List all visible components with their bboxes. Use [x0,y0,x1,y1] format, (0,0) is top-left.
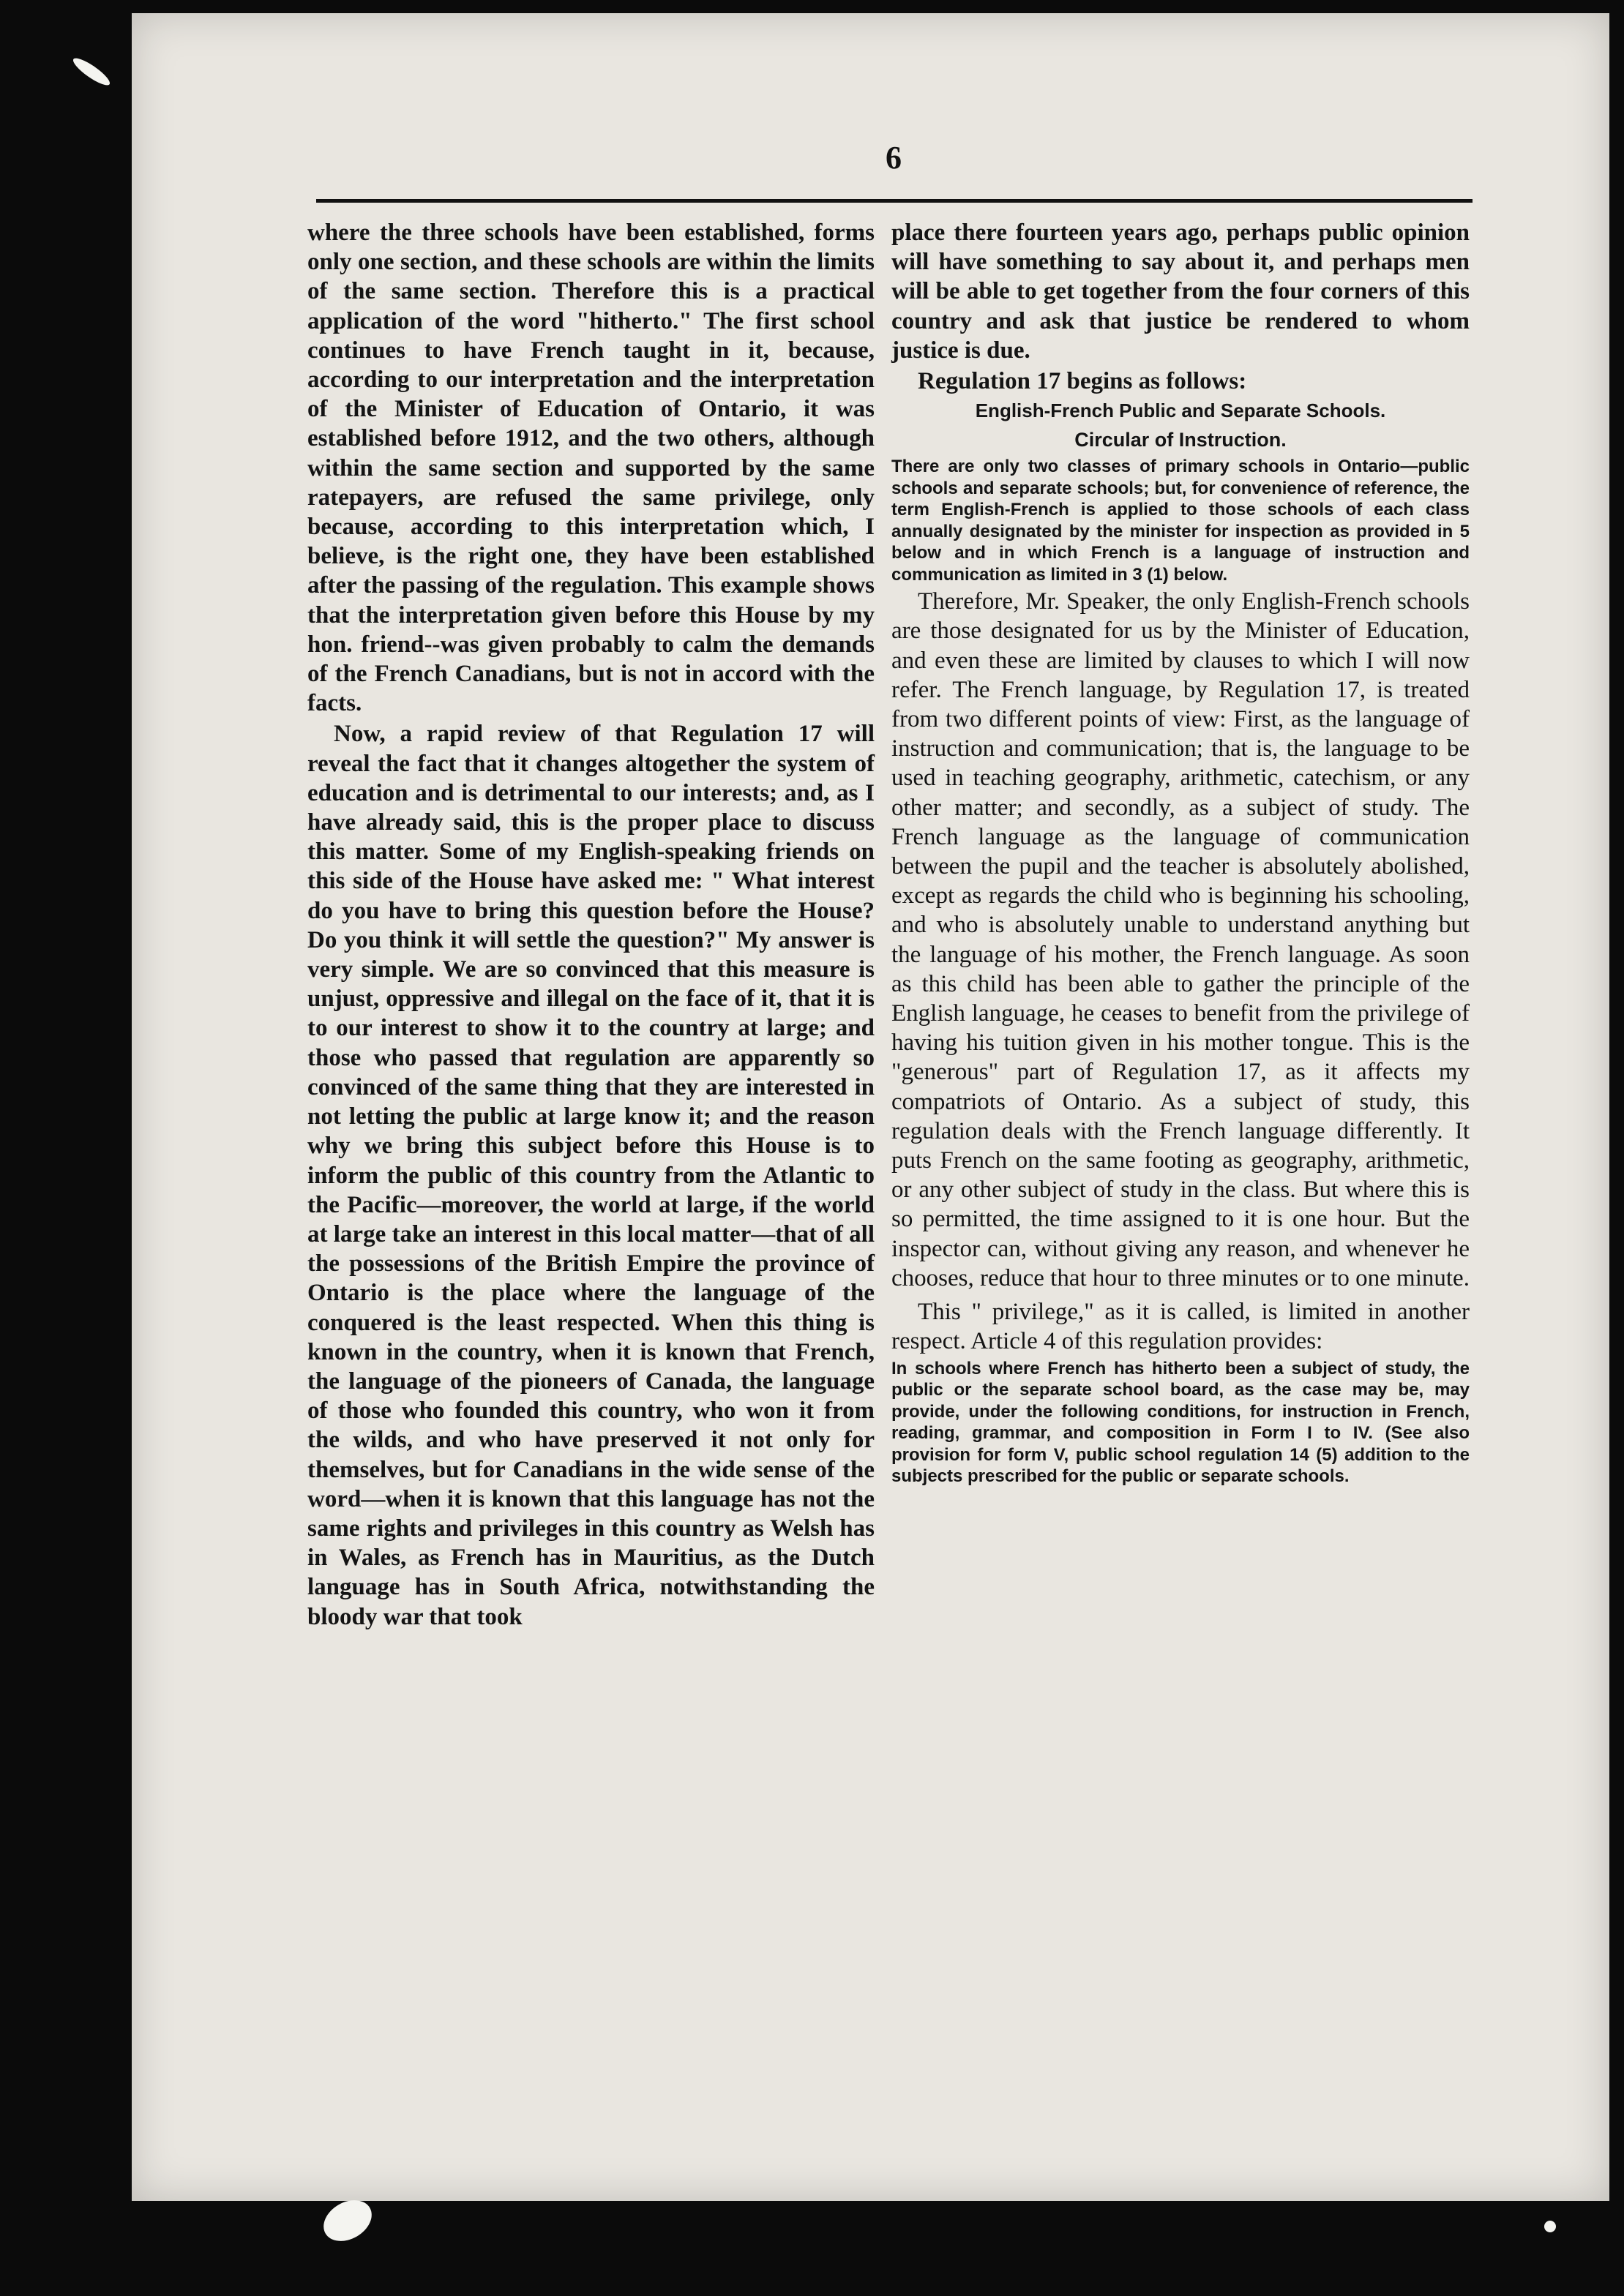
scan-artifact [70,54,113,89]
right-column [891,218,1470,1487]
right-paragraph-4: This " privilege," as it is called, is limited in another respect. Article 4 of this regulation provides: [891,1299,1470,1355]
page-number: 6 [886,140,902,176]
right-paragraph-3: Therefore, Mr. Speaker, the only English-French schools are those designated for us by the Minister of Education, and even these are limited by clauses to which I will now refer. The French language, by Regulation 17, is treated from two different points of view: First, as the language of instruction and communication; that is, the language to be used in teaching geography, arithmetic, catechism, or any other matter; and secondly, as a subject of study. The French language as the language of communication between the pupil and the teacher is absolutely abolished, except as regards the child who is beginning his schooling, and who is absolutely unable to understand anything but the language of his mother, the French language. As soon as this child has been able to gather the principle of the English language, he ceases to benefit from the privilege of having his tuition given in his mother tongue. This is the "generous" part of Regulation 17, as it affects my compatriots of Ontario. As a subject of study, this regulation deals with the French language differently. It puts French on the same footing as geography, arithmetic, or any other subject of study in the class. But where this is so permitted, the time assigned to it is one hour. But the inspector can, without giving any reason, and whenever he chooses, reduce that hour to three minutes or to one minute. [891,588,1470,1291]
header-rule [316,199,1473,203]
left-paragraph-2: Now, a rapid review of that Regulation 17 will reveal the fact that it changes altogether the system of education and is detrimental to our interests; and, as I have already said, this is the proper place to discuss this matter. Some of my English-speaking friends on this side of the House have asked me: " What interest do you have to bring this question before the House? Do you think it will settle the question?" My answer is very simple. We are so convinced that this measure is unjust, oppressive and illegal on the face of it, that it is to our interest to show it to the country at large; and those who passed that regulation are apparently so convinced of the same thing that they are interested in not letting the public at large know it; and the reason why we bring this subject before this House is to inform the public of this country from the Atlantic to the Pacific—moreover, the world at large, if the world at large take an interest in this local matter—that of all the possessions of the British Empire the province of Ontario is the place where the language of the conquered is the least respected. When this thing is known in the country, when it is known that French, the language of the pioneers of Canada, the language of those who founded this country, who won it from the wilds, and who have preserved it not only for themselves, but for Canadians in the wide sense of the word—when it is known that this language has not the same rights and privileges in this country as Welsh has in Wales, as French has in Mauritius, as the Dutch language has in South Africa, notwithstanding the bloody war that took [307,721,875,1630]
regulation-quote-1: There are only two classes of primary schools in Ontario—public schools and separate schools; but, for convenience of reference, the term English-French is applied to those schools of each class annually designated by the minister for inspection as provided in 5 below and in which French is a language of instruction and communication as limited in 3 (1) below. [891,457,1470,585]
right-paragraph-1: place there fourteen years ago, perhaps public opinion will have something to say about it, and perhaps men will be able to get together from the four corners of this country and ask that justice be rendered to whom justice is due. [891,220,1470,364]
regulation-subheading: Circular of Instruction. [1074,429,1287,451]
scan-artifact [1544,2221,1556,2232]
regulation-quote-2: In schools where French has hitherto been a subject of study, the public or the separate school board, as the case may be, may provide, under the following conditions, for instruction in French, reading, grammar, and composition in Form I to IV. (See also provision for form V, public school regulation 14 (5) addition to the subjects prescribed for the public or separate schools. [891,1358,1470,1486]
regulation-heading: English-French Public and Separate Schools. [975,399,1386,422]
left-column [307,218,875,1632]
right-paragraph-2: Regulation 17 begins as follows: [918,368,1247,395]
left-paragraph-1: where the three schools have been established, forms only one section, and these schools are within the limits of the same section. Therefore this is a practical application of the word "hitherto." The first school continues to have French taught in it, because, according to our interpretation and the interpretation of the Minister of Education of Ontario, it was established before 1912, and the two others, although within the same section and supported by the same ratepayers, are refused the same privilege, only because, according to this interpretation which, I believe, is the right one, they have been established after the passing of the regulation. This example shows that the interpretation given before this House by my hon. friend--was given probably to calm the demands of the French Canadians, but is not in accord with the facts. [307,220,875,717]
